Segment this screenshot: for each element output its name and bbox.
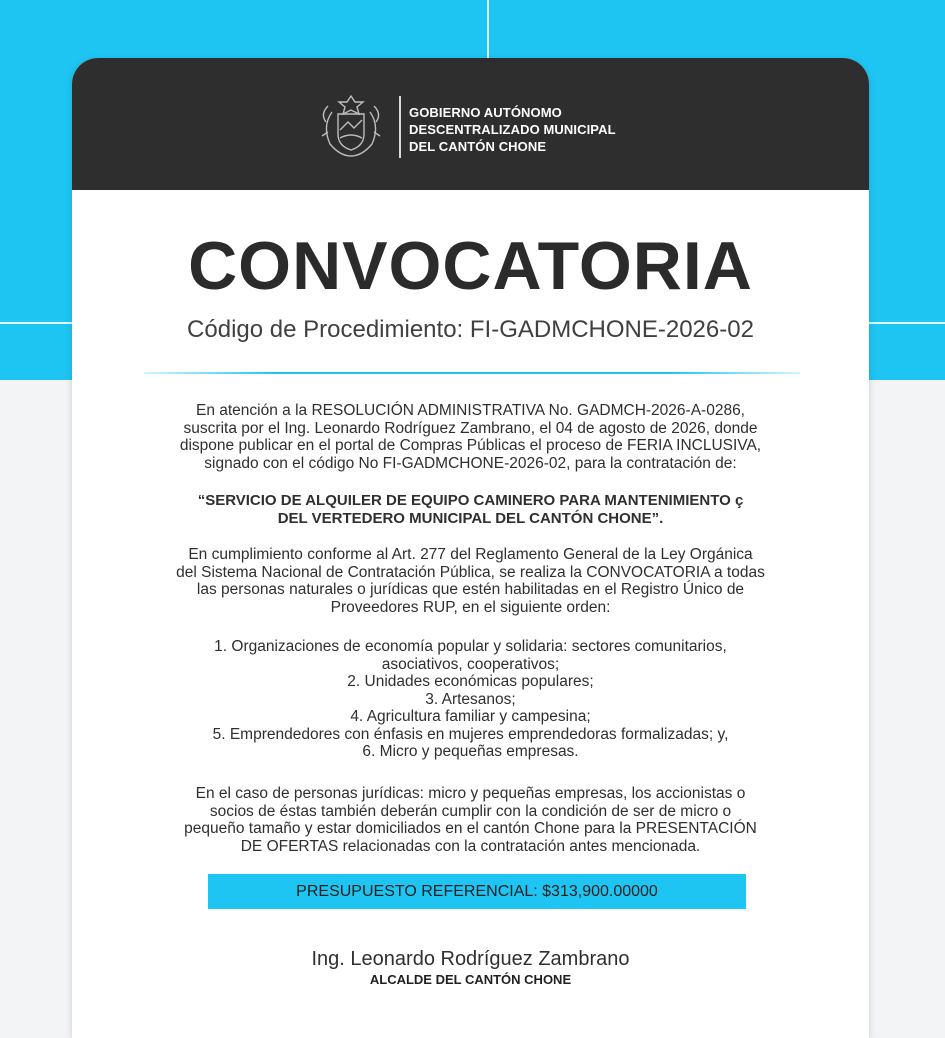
list-item: 6. Micro y pequeñas empresas. [362,743,579,760]
compliance-paragraph [72,546,869,616]
signer-role: ALCALDE DEL CANTÓN CHONE [369,972,572,987]
text-line: dispone publicar en el portal de Compras Públicas el proceso de FERIA INCLUSIVA, [179,437,762,454]
organization-name-line: DEL CANTÓN CHONE [409,139,547,154]
text-line: signado con el código No FI-GADMCHONE-2026-02, para la contratación de: [204,454,737,472]
municipal-coat-of-arms-icon [318,92,384,160]
text-line: socios de éstas también deberán cumplir con la condición de ser de micro o [209,802,732,820]
list-item: 4. Agricultura familiar y campesina; [350,708,591,725]
organization-name [409,104,616,155]
text-line: del Sistema Nacional de Contratación Pública, se realiza la CONVOCATORIA a todas [176,563,765,581]
signer-name: Ing. Leonardo Rodríguez Zambrano [311,948,630,970]
order-list [72,638,869,761]
list-item: asociativos, cooperativos; [381,655,560,673]
text-line: las personas naturales o jurídicas que estén habilitadas en el Registro Único de [196,581,745,598]
announcement-card [72,58,869,1038]
text-line: Proveedores RUP, en el siguiente orden: [330,598,611,616]
text-line: DEL VERTEDERO MUNICIPAL DEL CANTÓN CHONE”. [277,509,664,527]
text-line: pequeño tamaño y estar domiciliados en el cantón Chone para la PRESENTACIÓN [184,820,757,837]
procedure-code: Código de Procedimiento: FI-GADMCHONE-2026-02 [187,316,754,343]
legal-entities-paragraph [72,785,869,855]
text-line: DE OFERTAS relacionadas con la contratación antes mencionada. [240,837,701,855]
background-divider [0,322,72,324]
organization-name-line: GOBIERNO AUTÓNOMO [409,105,562,120]
list-item: 5. Emprendedores con énfasis en mujeres emprendedoras formalizadas; y, [212,725,729,743]
card-header [72,58,869,190]
text-line: En cumplimiento conforme al Art. 277 del Reglamento General de la Ley Orgánica [188,546,753,563]
text-line: En el caso de personas jurídicas: micro y pequeñas empresas, los accionistas o [195,785,746,802]
list-item: 1. Organizaciones de economía popular y solidaria: sectores comunitarios, [214,638,727,655]
list-item: 3. Artesanos; [425,690,516,708]
page-title: CONVOCATORIA [188,228,753,304]
budget-banner: PRESUPUESTO REFERENCIAL: $313,900.00000 [208,874,746,909]
text-line: En atención a la RESOLUCIÓN ADMINISTRATIVA No. GADMCH-2026-A-0286, [195,402,745,419]
list-item: 2. Unidades económicas populares; [347,673,594,690]
text-line: “SERVICIO DE ALQUILER DE EQUIPO CAMINERO PARA MANTENIMIENTO ç [197,492,744,509]
title-divider [144,372,800,374]
header-separator [399,96,401,158]
service-title [72,492,869,527]
background-divider [868,322,945,324]
organization-name-line: DESCENTRALIZADO MUNICIPAL [409,122,616,137]
intro-paragraph [72,402,869,472]
text-line: suscrita por el Ing. Leonardo Rodríguez Zambrano, el 04 de agosto de 2026, donde [183,419,758,437]
background-divider [487,0,489,60]
